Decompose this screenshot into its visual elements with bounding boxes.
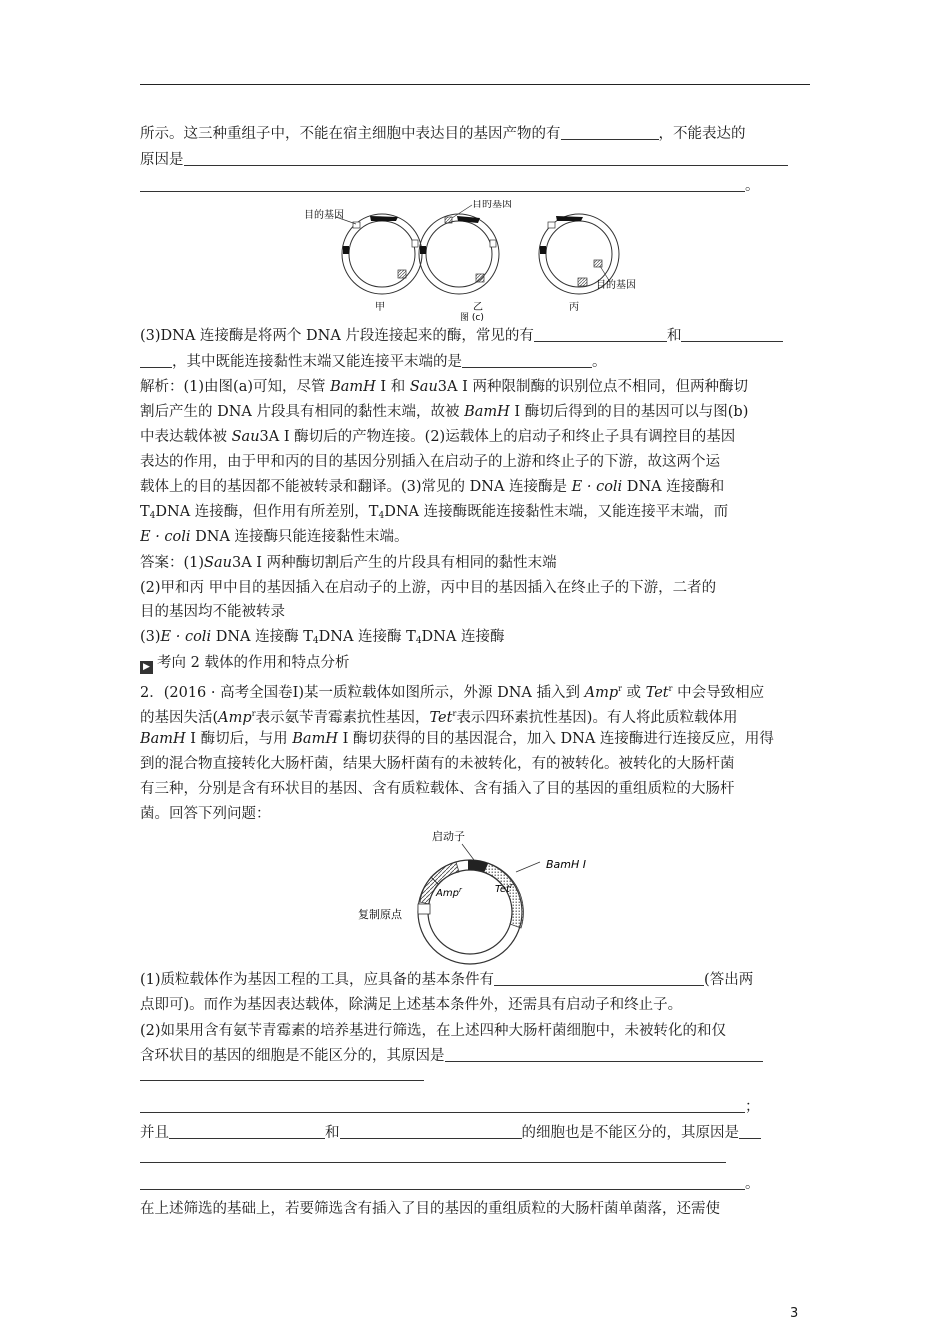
answer-line: (3)E · coli DNA 连接酶 $T_4DNA$ 连接酶 $T_4DNA$ 连接酶 bbox=[140, 629, 505, 646]
question-line: 到的混合物直接转化大肠杆菌，结果大肠杆菌有的未被转化，有的被转化。被转化的大肠杆菌 bbox=[140, 756, 735, 772]
text-line: 原因是 bbox=[140, 150, 812, 170]
question-line: BamH Ⅰ 酶切后，与用 BamH Ⅰ 酶切获得的目的基因混合，加入 DNA 连接酶进行连接反应，用得 bbox=[140, 731, 774, 747]
answer-blank[interactable] bbox=[681, 327, 783, 342]
text-line: 。 bbox=[140, 1174, 812, 1194]
plasmid-bing bbox=[539, 214, 636, 313]
promoter-arrow-icon bbox=[556, 216, 583, 221]
figure-caption: 图 (c) bbox=[460, 313, 484, 322]
text-line: 所示。这三种重组子中，不能在宿主细胞中表达目的基因产物的有 ，不能表达的 bbox=[140, 126, 746, 142]
plasmid-jia bbox=[304, 208, 422, 313]
answer-blank[interactable] bbox=[184, 151, 788, 166]
label-origin: 复制原点 bbox=[358, 908, 402, 921]
text-line: ，其中既能连接黏性末端又能连接平末端的是 。 bbox=[140, 352, 812, 372]
plasmid-name: 丙 bbox=[569, 302, 579, 313]
label-target-gene: 目的基因 bbox=[472, 200, 512, 210]
figure-c-plasmids bbox=[300, 200, 650, 322]
question-line: 在上述筛选的基础上，若要筛选含有插入了目的基因的重组质粒的大肠杆菌单菌落，还需使 bbox=[140, 1201, 720, 1217]
question-line: 有三种，分别是含有环状目的基因、含有质粒载体、含有插入了目的基因的重组质粒的大肠杆 bbox=[140, 781, 735, 797]
answer-blank[interactable] bbox=[462, 353, 592, 368]
analysis-line: 表达的作用，由于甲和丙的目的基因分别插入在启动子的上游和终止子的下游，故这两个运 bbox=[140, 454, 720, 470]
label-target-gene: 目的基因 bbox=[596, 280, 636, 291]
label-bamh: BamH Ⅰ bbox=[546, 858, 587, 871]
question-line: 的基因失活(Amp$^r$表示氨苄青霉素抗性基因，Tet$^r$表示四环素抗性基因)。有人将此质粒载体用 bbox=[140, 709, 738, 726]
plasmid-inner-ring bbox=[428, 870, 512, 954]
answer-blank[interactable] bbox=[739, 1124, 761, 1139]
answer-line: 目的基因均不能被转录 bbox=[140, 604, 285, 620]
origin-block bbox=[418, 904, 430, 914]
answer-blank[interactable] bbox=[140, 353, 172, 368]
answer-blank[interactable] bbox=[140, 177, 745, 192]
answer-blank[interactable] bbox=[561, 125, 659, 140]
answer-blank[interactable] bbox=[534, 327, 667, 342]
text-line: 。 bbox=[140, 176, 812, 196]
label-amp: Amp$^r$ bbox=[436, 886, 462, 899]
answer-blank[interactable] bbox=[445, 1047, 763, 1062]
tet-gene-region bbox=[484, 863, 523, 928]
plasmid-name: 甲 bbox=[375, 302, 385, 313]
section-header: ▶ 考向 2 载体的作用和特点分析 bbox=[140, 653, 812, 674]
answer-blank[interactable] bbox=[494, 971, 704, 986]
analysis-line: $T_4DNA$ 连接酶，但作用有所差别，$T_4DNA$ 连接酶既能连接黏性末端，又能连接平末端，而 bbox=[140, 504, 729, 521]
question-line: 点即可)。而作为基因表达载体，除满足上述基本条件外，还需具有启动子和终止子。 bbox=[140, 997, 683, 1013]
answer-line: 答案：(1)Sau3A Ⅰ 两种酶切割后产生的片段具有相同的黏性末端 bbox=[140, 555, 557, 571]
question-line: (1)质粒载体作为基因工程的工具，应具备的基本条件有 (答出两 bbox=[140, 972, 754, 988]
answer-blank[interactable] bbox=[140, 1080, 424, 1081]
text-line: ； bbox=[140, 1097, 812, 1117]
answer-blank[interactable] bbox=[140, 1162, 726, 1163]
question-line: 并且 和 的细胞也是不能区分的，其原因是 bbox=[140, 1123, 812, 1143]
label-target-gene: 目的基因 bbox=[304, 210, 344, 221]
question-line: 含环状目的基因的细胞是不能区分的，其原因是 bbox=[140, 1046, 812, 1066]
analysis-line: 载体上的目的基因都不能被转录和翻译。(3)常见的 DNA 连接酶是 E · coli DNA 连接酶和 bbox=[140, 479, 725, 495]
answer-blank[interactable] bbox=[340, 1124, 522, 1139]
figure-plasmid-vector bbox=[350, 826, 600, 992]
question-line: 2．(2016 · 高考全国卷Ⅰ)某一质粒载体如图所示，外源 DNA 插入到 Amp$^r$ 或 Tet$^r$ 中会导致相应 bbox=[140, 684, 765, 701]
text-line: (3)DNA 连接酶是将两个 DNA 片段连接起来的酶，常见的有 和 bbox=[140, 326, 812, 346]
page-number: 3 bbox=[790, 1306, 799, 1321]
answer-blank[interactable] bbox=[169, 1124, 325, 1139]
answer-blank[interactable] bbox=[140, 1175, 745, 1190]
question-line: (2)如果用含有氨苄青霉素的培养基进行筛选，在上述四种大肠杆菌细胞中，未被转化的和仅 bbox=[140, 1023, 727, 1039]
question-line: 菌。回答下列问题： bbox=[140, 806, 271, 822]
answer-blank[interactable] bbox=[140, 1098, 745, 1113]
plasmid-name: 乙 bbox=[473, 302, 483, 313]
analysis-line: 中表达载体被 Sau3A Ⅰ 酶切后的产物连接。(2)运载体上的启动子和终止子具有调控目的基因 bbox=[140, 429, 736, 445]
analysis-line: 割后产生的 DNA 片段具有相同的黏性末端，故被 BamH Ⅰ 酶切后得到的目的基因可以与图(b) bbox=[140, 404, 749, 420]
promoter-arrow-icon bbox=[457, 216, 480, 223]
analysis-line: E · coli DNA 连接酶只能连接黏性末端。 bbox=[140, 529, 409, 545]
label-tet: Tet$^r$ bbox=[495, 882, 513, 895]
promoter-arrow-icon bbox=[370, 216, 398, 221]
label-promoter: 启动子 bbox=[432, 830, 465, 843]
play-marker-icon: ▶ bbox=[140, 661, 153, 674]
plasmid-yi bbox=[419, 200, 512, 313]
answer-line: (2)甲和丙 甲中目的基因插入在启动子的上游，丙中目的基因插入在终止子的下游，二者的 bbox=[140, 580, 717, 596]
header-rule bbox=[140, 84, 810, 85]
analysis-line: 解析：(1)由图(a)可知，尽管 BamH Ⅰ 和 Sau3A Ⅰ 两种限制酶的识别位点不相同，但两种酶切 bbox=[140, 379, 748, 395]
